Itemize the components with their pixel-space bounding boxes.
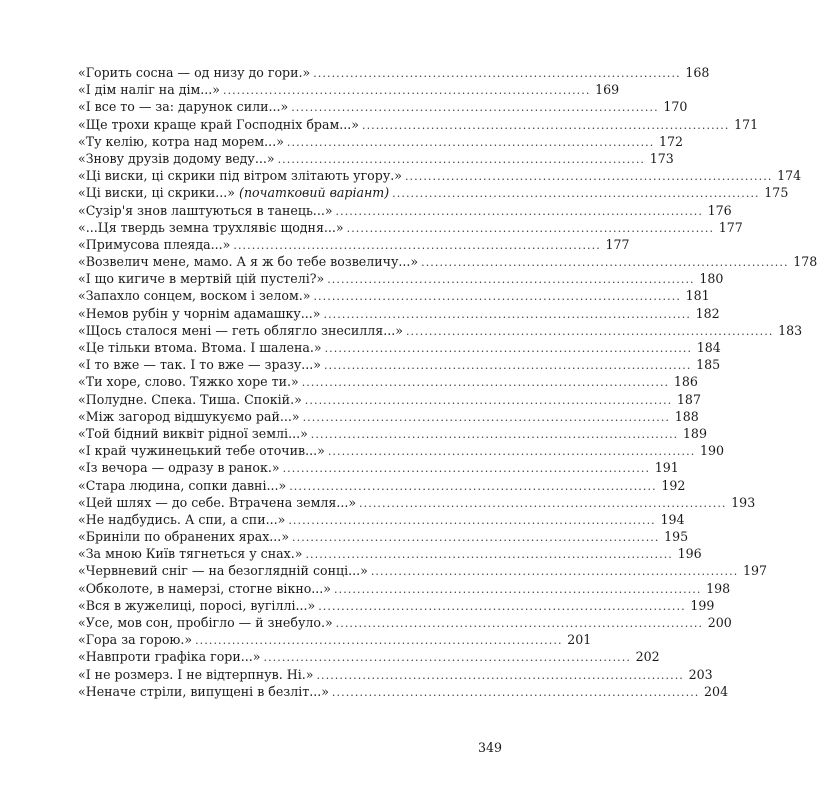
toc-entry bbox=[78, 322, 803, 339]
entry-title: «Обколоте, в намерзі, стогне вікно...» bbox=[78, 580, 332, 596]
toc-entry bbox=[78, 236, 630, 253]
toc-entry bbox=[78, 133, 684, 150]
toc-entry bbox=[78, 614, 732, 631]
entry-page-number: 187 bbox=[676, 391, 701, 407]
dot-leader bbox=[305, 546, 670, 563]
toc-entry bbox=[78, 477, 686, 494]
entry-title: «Це тільки втома. Втома. І шалена.» bbox=[78, 340, 322, 355]
dot-leader bbox=[223, 82, 588, 99]
entry-page-number: 196 bbox=[677, 546, 702, 562]
toc-entry bbox=[78, 305, 720, 322]
dot-leader bbox=[324, 357, 689, 374]
entry-title: «І що кигиче в мертвій цій пустелі?» bbox=[78, 271, 325, 287]
entry-page-number: 181 bbox=[685, 288, 710, 304]
entry-title: «І дім наліг на дім...» bbox=[78, 82, 220, 98]
toc-entry bbox=[78, 459, 679, 476]
entry-title: «Запахло сонцем, воском і зелом.» bbox=[78, 288, 311, 304]
toc-entry bbox=[78, 580, 731, 597]
entry-page-number: 172 bbox=[659, 133, 684, 149]
entry-title: «І все то — за: дарунок сили...» bbox=[78, 99, 289, 115]
dot-leader bbox=[336, 203, 701, 220]
entry-page-number: 188 bbox=[674, 408, 699, 424]
toc-entry bbox=[78, 339, 721, 356]
dot-leader bbox=[278, 151, 643, 168]
dot-leader bbox=[233, 237, 598, 254]
entry-title: «Возвелич мене, мамо. А я ж бо тебе возвеличу...» bbox=[78, 254, 419, 270]
dot-leader bbox=[336, 615, 701, 632]
toc-entry bbox=[78, 253, 817, 270]
entry-title: «Полудне. Спека. Тиша. Спокій.» bbox=[78, 391, 302, 407]
entry-page-number: 175 bbox=[764, 185, 789, 201]
toc-entry bbox=[78, 167, 802, 184]
dot-leader bbox=[311, 426, 676, 443]
entry-page-number: 169 bbox=[595, 82, 620, 98]
toc-entry bbox=[78, 528, 689, 545]
entry-page-number: 171 bbox=[734, 116, 759, 132]
toc-entry bbox=[78, 116, 759, 133]
dot-leader bbox=[313, 288, 678, 305]
entry-title: «І край чужинецький тебе оточив...» bbox=[78, 443, 325, 459]
entry-page-number: 197 bbox=[742, 563, 767, 579]
entry-note: (початковий варіант) bbox=[239, 185, 390, 201]
entry-page-number: 182 bbox=[695, 305, 720, 321]
entry-page-number: 184 bbox=[696, 340, 721, 355]
dot-leader bbox=[291, 99, 656, 116]
toc-entry bbox=[78, 98, 688, 115]
entry-page-number: 168 bbox=[685, 65, 710, 80]
entry-title: «І то вже — так. І то вже — зразу...» bbox=[78, 357, 322, 373]
dot-leader bbox=[289, 478, 654, 495]
entry-page-number: 186 bbox=[673, 374, 698, 390]
entry-title: «Ці виски, ці скрики...» bbox=[78, 185, 236, 201]
dot-leader bbox=[334, 581, 699, 598]
entry-page-number: 194 bbox=[660, 511, 685, 527]
entry-title: «Вся в жужелиці, поросі, вугіллі...» bbox=[78, 597, 316, 613]
dot-leader bbox=[292, 529, 657, 546]
dot-leader bbox=[406, 323, 771, 340]
dot-leader bbox=[332, 684, 697, 701]
toc-entry bbox=[78, 184, 789, 201]
table-of-contents bbox=[78, 64, 817, 700]
entry-page-number: 176 bbox=[707, 202, 732, 218]
toc-entry bbox=[78, 202, 732, 219]
toc-entry bbox=[78, 425, 707, 442]
entry-page-number: 189 bbox=[682, 425, 707, 441]
entry-page-number: 201 bbox=[567, 632, 592, 648]
entry-title: «Щось сталося мені — геть облягло знесилля...» bbox=[78, 322, 403, 338]
dot-leader bbox=[328, 443, 693, 460]
entry-title: «Ту келію, котра над морем...» bbox=[78, 133, 284, 149]
toc-entry bbox=[78, 511, 685, 528]
toc-entry bbox=[78, 81, 620, 98]
entry-page-number: 200 bbox=[707, 615, 732, 630]
entry-page-number: 202 bbox=[635, 649, 660, 665]
toc-entry bbox=[78, 219, 743, 236]
entry-page-number: 192 bbox=[661, 477, 686, 493]
toc-entry bbox=[78, 562, 767, 579]
dot-leader bbox=[405, 168, 770, 185]
entry-page-number: 191 bbox=[654, 460, 679, 476]
entry-page-number: 198 bbox=[706, 580, 731, 596]
toc-entry bbox=[78, 545, 702, 562]
dot-leader bbox=[392, 185, 757, 202]
toc-entry bbox=[78, 631, 592, 648]
entry-page-number: 195 bbox=[664, 529, 689, 545]
toc-entry bbox=[78, 408, 699, 425]
dot-leader bbox=[325, 340, 690, 357]
dot-leader bbox=[316, 667, 681, 684]
entry-title: «Примусова плеяда...» bbox=[78, 236, 231, 252]
dot-leader bbox=[263, 649, 628, 666]
toc-entry bbox=[78, 373, 698, 390]
entry-title: «За мною Київ тягнеться у снах.» bbox=[78, 546, 303, 562]
entry-title: «Між загород відшукуємо рай...» bbox=[78, 408, 300, 424]
toc-entry bbox=[78, 391, 701, 408]
dot-leader bbox=[195, 632, 560, 649]
entry-title: «Усе, мов сон, пробігло — й знебуло.» bbox=[78, 615, 333, 630]
toc-entry bbox=[78, 494, 756, 511]
entry-title: «Стара людина, сопки давні...» bbox=[78, 477, 287, 493]
entry-title: «...Ця твердь земна трухлявіє щодня...» bbox=[78, 219, 344, 235]
entry-title: «Гора за горою.» bbox=[78, 632, 193, 648]
entry-title: «Ти хоре, слово. Тяжко хоре ти.» bbox=[78, 374, 299, 390]
entry-title: «Ще трохи краще край Господніх брам...» bbox=[78, 116, 359, 132]
entry-title: «Неначе стріли, випущені в безліт...» bbox=[78, 683, 329, 699]
entry-title: «Із вечора — одразу в ранок.» bbox=[78, 460, 280, 476]
dot-leader bbox=[421, 254, 786, 271]
toc-entry bbox=[78, 356, 721, 373]
entry-title: «Той бідний виквіт рідної землі...» bbox=[78, 425, 308, 441]
entry-title: «І не розмерз. І не відтерпнув. Ні.» bbox=[78, 666, 314, 682]
page-number: 349 bbox=[478, 740, 503, 755]
dot-leader bbox=[347, 220, 712, 237]
dot-leader bbox=[362, 117, 727, 134]
dot-leader bbox=[327, 271, 692, 288]
entry-page-number: 203 bbox=[688, 666, 713, 682]
entry-title: «Немов рубін у чорнім адамашку...» bbox=[78, 305, 321, 321]
dot-leader bbox=[302, 374, 667, 391]
toc-entry bbox=[78, 666, 713, 683]
entry-page-number: 173 bbox=[649, 150, 674, 166]
entry-title: «Ці виски, ці скрики під вітром злітають угору.» bbox=[78, 168, 402, 184]
entry-title: «Знову друзів додому веду...» bbox=[78, 150, 275, 166]
dot-leader bbox=[288, 512, 653, 529]
dot-leader bbox=[323, 306, 688, 323]
entry-page-number: 174 bbox=[777, 168, 802, 184]
entry-page-number: 177 bbox=[605, 236, 630, 252]
entry-page-number: 199 bbox=[690, 597, 715, 613]
toc-entry bbox=[78, 442, 724, 459]
entry-title: «Бриніли по обранених ярах...» bbox=[78, 529, 290, 545]
entry-title: «Горить сосна — од низу до гори.» bbox=[78, 65, 311, 80]
entry-page-number: 193 bbox=[731, 494, 756, 510]
toc-entry bbox=[78, 270, 724, 287]
dot-leader bbox=[359, 495, 724, 512]
entry-page-number: 178 bbox=[793, 254, 817, 270]
entry-page-number: 190 bbox=[699, 443, 724, 459]
entry-title: «Червневий сніг — на безоглядній сонці...» bbox=[78, 563, 368, 579]
entry-title: «Не надбудись. А спи, а спи...» bbox=[78, 511, 286, 527]
entry-page-number: 180 bbox=[699, 271, 724, 287]
entry-page-number: 185 bbox=[696, 357, 721, 373]
entry-title: «Навпроти графіка гори...» bbox=[78, 649, 261, 665]
toc-entry bbox=[78, 64, 710, 81]
toc-entry bbox=[78, 683, 729, 700]
dot-leader bbox=[371, 563, 736, 580]
toc-entry bbox=[78, 648, 660, 665]
entry-page-number: 177 bbox=[718, 219, 743, 235]
toc-entry bbox=[78, 287, 710, 304]
dot-leader bbox=[313, 65, 678, 82]
entry-page-number: 204 bbox=[704, 683, 729, 699]
toc-entry bbox=[78, 597, 715, 614]
toc-entry bbox=[78, 150, 674, 167]
dot-leader bbox=[287, 134, 652, 151]
entry-title: «Цей шлях — до себе. Втрачена земля...» bbox=[78, 494, 357, 510]
dot-leader bbox=[305, 392, 670, 409]
dot-leader bbox=[303, 409, 668, 426]
dot-leader bbox=[318, 598, 683, 615]
entry-page-number: 170 bbox=[663, 99, 688, 115]
entry-title: «Сузір'я знов лаштуються в танець...» bbox=[78, 202, 333, 218]
dot-leader bbox=[283, 460, 648, 477]
entry-page-number: 183 bbox=[778, 322, 803, 338]
